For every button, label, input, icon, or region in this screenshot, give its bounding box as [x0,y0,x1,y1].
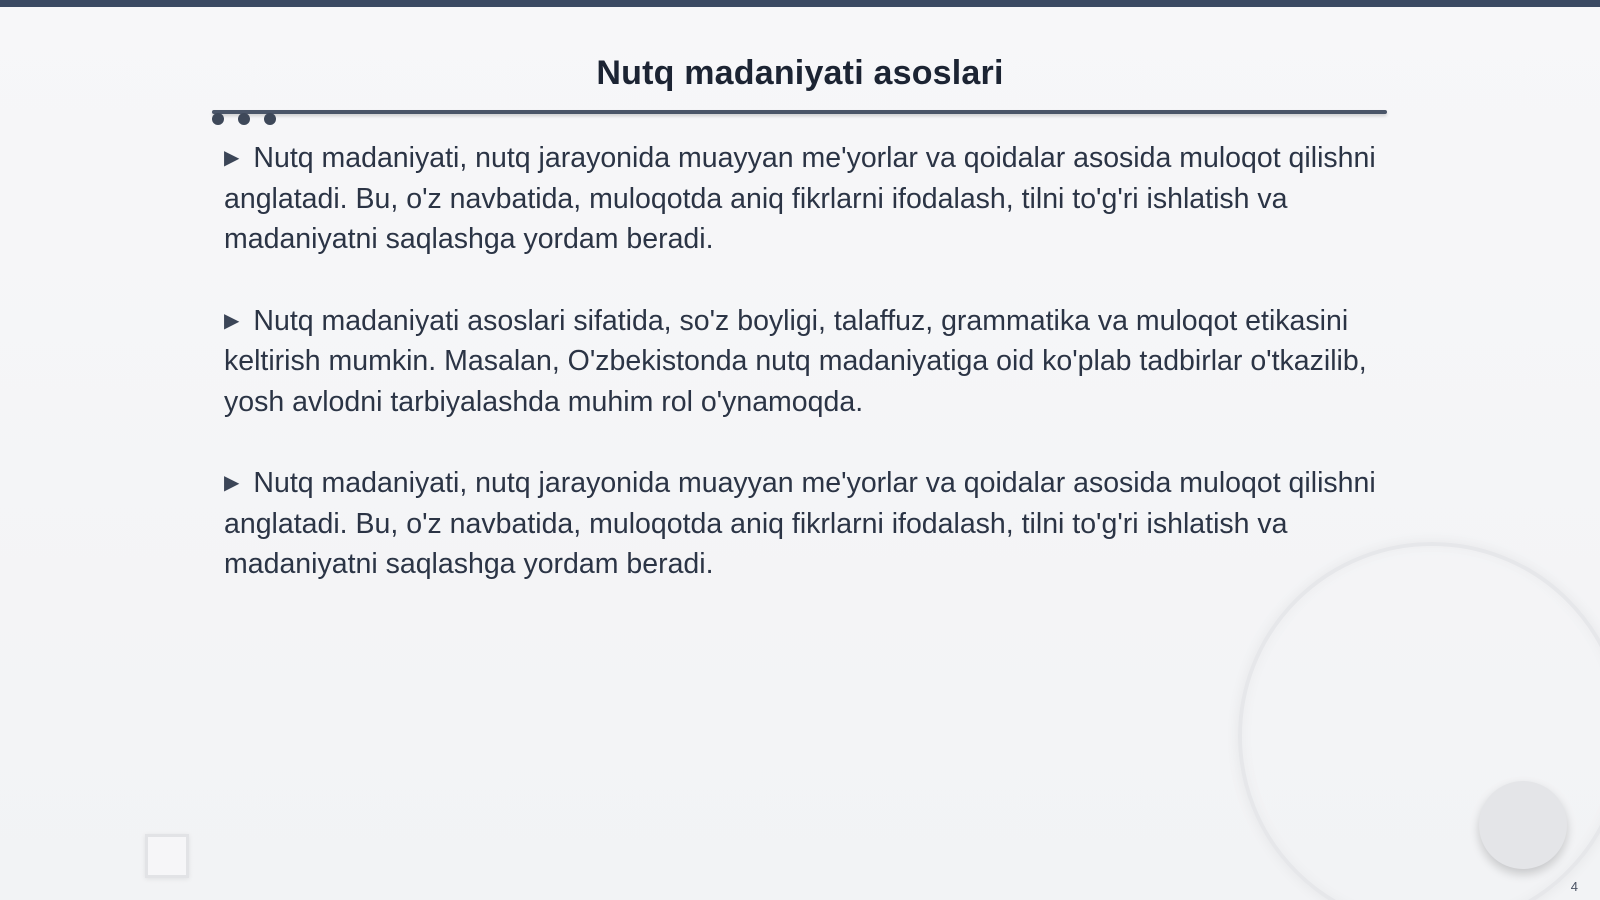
triangle-bullet-icon: ▶ [224,309,240,332]
page-number: 4 [1570,879,1578,894]
decor-dot [238,113,250,125]
bullet-text: Nutq madaniyati, nutq jarayonida muayyan me'yorlar va qoidalar asosida muloqot qilishni anglatadi. Bu, o'z navbatida, muloqotda aniq fikrlarni ifodalash, tilni to'g'ri ishlatish va madaniyatni saqlashga yordam beradi. [224,467,1376,580]
underline-dots [212,113,292,125]
decor-dot [264,113,276,125]
decorative-square [145,834,189,878]
bullet-list [224,138,1394,626]
bullet-item [224,463,1394,585]
bullet-text: Nutq madaniyati asoslari sifatida, so'z boyligi, talaffuz, grammatika va muloqot etikasini keltirish mumkin. Masalan, O'zbekistonda nutq madaniyatiga oid ko'plab tadbirlar o'tkazilib, yosh avlodni tarbiyalashda muhim rol o'ynamoqda. [224,304,1367,418]
bullet-text: Nutq madaniyati, nutq jarayonida muayyan me'yorlar va qoidalar asosida muloqot qilishni anglatadi. Bu, o'z navbatida, muloqotda aniq fikrlarni ifodalash, tilni to'g'ri ishlatish va madaniyatni saqlashga yordam beradi. [224,142,1376,255]
decor-dot [212,113,224,125]
triangle-bullet-icon: ▶ [224,472,240,494]
title-underline [212,110,1387,114]
triangle-bullet-icon: ▶ [224,147,240,169]
decorative-disc [1479,781,1567,869]
bullet-item [224,138,1394,260]
slide-title: Nutq madaniyati asoslari [596,54,1004,92]
top-accent-bar [0,0,1600,7]
bullet-item [224,301,1394,423]
